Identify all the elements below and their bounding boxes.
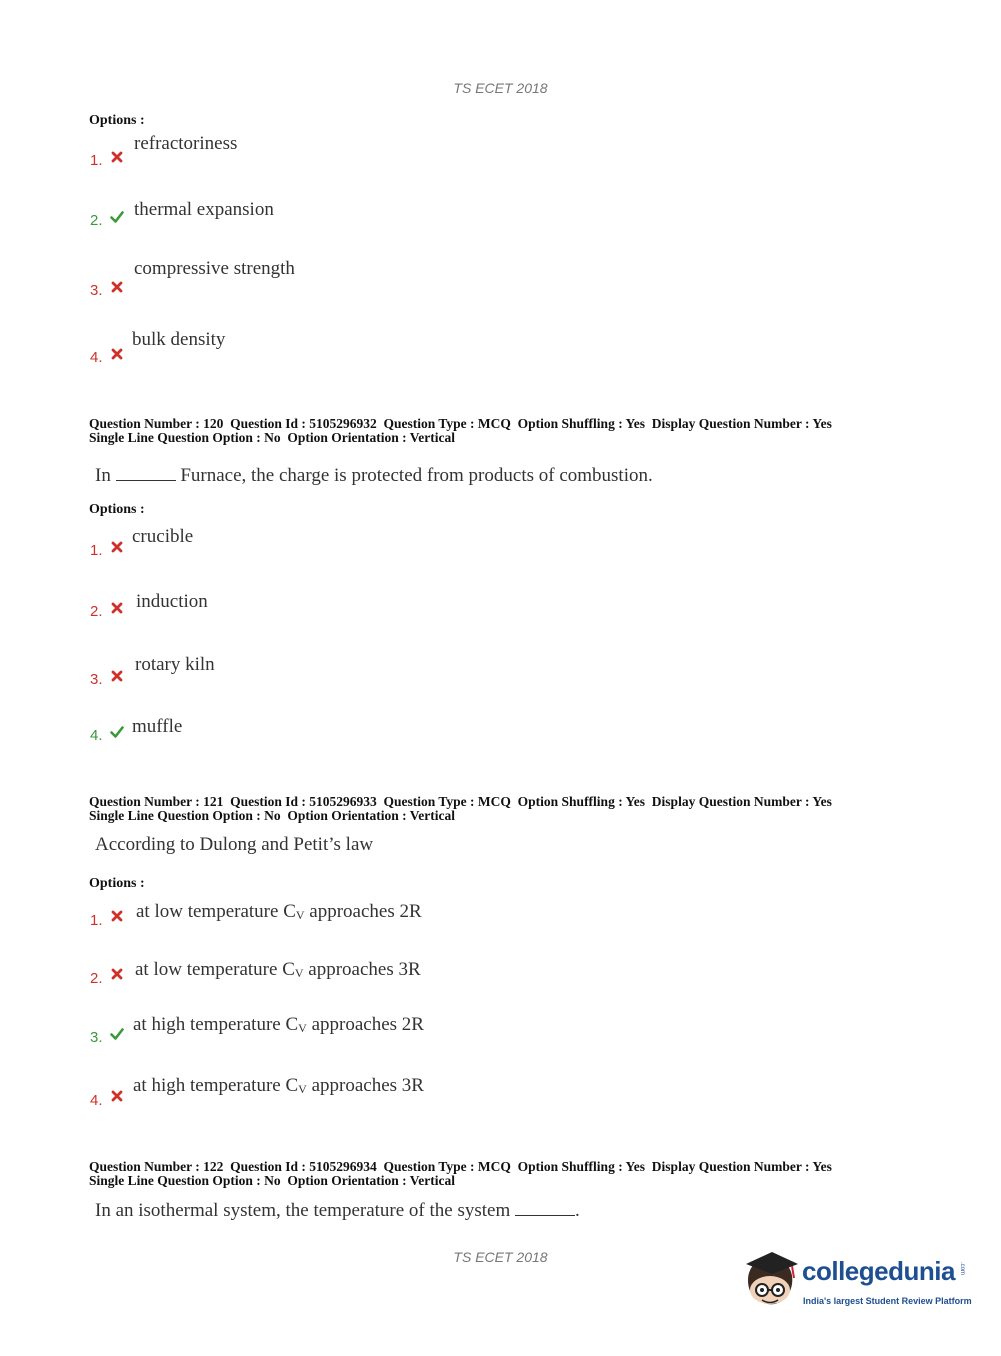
logo-name: collegedunia bbox=[802, 1256, 955, 1286]
option-text: muffle bbox=[132, 716, 183, 737]
options-heading: Options : bbox=[89, 502, 145, 517]
answer-blank bbox=[116, 479, 176, 481]
option-text: at high temperature CV approaches 3R bbox=[133, 1075, 424, 1096]
check-icon bbox=[110, 210, 124, 224]
cross-icon bbox=[110, 909, 124, 923]
cross-icon bbox=[110, 669, 124, 683]
cross-icon bbox=[110, 347, 124, 361]
option-number: 2. bbox=[90, 970, 103, 987]
check-icon bbox=[110, 725, 124, 739]
cross-icon bbox=[110, 601, 124, 615]
question-text: In Furnace, the charge is protected from products of combustion. bbox=[95, 465, 653, 486]
cross-icon bbox=[110, 150, 124, 164]
option-number: 3. bbox=[90, 671, 103, 688]
option-text: thermal expansion bbox=[134, 199, 274, 220]
option-number: 3. bbox=[90, 282, 103, 299]
question-meta: Question Number : 121 Question Id : 5105296933 Question Type : MCQ Option Shuffling : Yes Display Question Number : Yes Single Line Question Option : No Option Orientation : Vertical bbox=[89, 794, 832, 823]
option-number: 2. bbox=[90, 603, 103, 620]
cross-icon bbox=[110, 1089, 124, 1103]
page-footer: TS ECET 2018 bbox=[453, 1249, 548, 1265]
cross-icon bbox=[110, 280, 124, 294]
question-text: In an isothermal system, the temperature of the system . bbox=[95, 1200, 580, 1221]
question-meta: Question Number : 122 Question Id : 5105296934 Question Type : MCQ Option Shuffling : Yes Display Question Number : Yes Single Line Question Option : No Option Orientation : Vertical bbox=[89, 1159, 832, 1188]
option-number: 3. bbox=[90, 1029, 103, 1046]
option-text: at low temperature CV approaches 2R bbox=[136, 901, 422, 922]
collegedunia-logo bbox=[742, 1250, 972, 1316]
option-number: 1. bbox=[90, 912, 103, 929]
page-header: TS ECET 2018 bbox=[453, 80, 548, 96]
option-text: at low temperature CV approaches 3R bbox=[135, 959, 421, 980]
cross-icon bbox=[110, 540, 124, 554]
option-text: at high temperature CV approaches 2R bbox=[133, 1014, 424, 1035]
option-text: refractoriness bbox=[134, 133, 238, 154]
check-icon bbox=[110, 1027, 124, 1041]
option-text: rotary kiln bbox=[135, 654, 215, 675]
answer-blank bbox=[515, 1214, 575, 1216]
question-meta: Question Number : 120 Question Id : 5105296932 Question Type : MCQ Option Shuffling : Yes Display Question Number : Yes Single Line Question Option : No Option Orientation : Vertical bbox=[89, 416, 832, 445]
options-heading: Options : bbox=[89, 113, 145, 128]
logo-suffix: .com bbox=[959, 1262, 965, 1276]
cross-icon bbox=[110, 967, 124, 981]
options-heading: Options : bbox=[89, 876, 145, 891]
question-text: According to Dulong and Petit’s law bbox=[95, 834, 374, 855]
option-number: 1. bbox=[90, 152, 103, 169]
option-text: crucible bbox=[132, 526, 194, 547]
logo-tagline: India's largest Student Review Platform bbox=[803, 1296, 972, 1306]
option-text: bulk density bbox=[132, 329, 226, 350]
option-number: 1. bbox=[90, 542, 103, 559]
option-number: 4. bbox=[90, 349, 103, 366]
option-number: 4. bbox=[90, 727, 103, 744]
mascot-icon bbox=[742, 1250, 800, 1314]
option-number: 4. bbox=[90, 1092, 103, 1109]
option-number: 2. bbox=[90, 212, 103, 229]
option-text: compressive strength bbox=[134, 258, 295, 279]
option-text: induction bbox=[136, 591, 208, 612]
